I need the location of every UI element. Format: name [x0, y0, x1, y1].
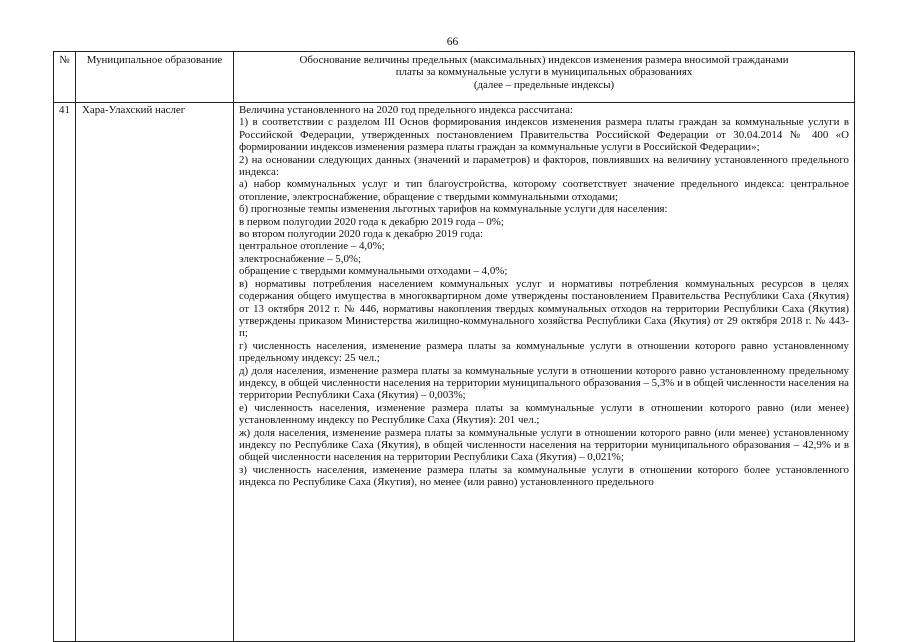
justification-paragraph: во втором полугодии 2020 года к декабрю 2019 года: — [239, 228, 484, 241]
justification-paragraph: 1) в соответствии с разделом III Основ формирования индексов изменения размера платы граждан за коммунальные услуги в Российской Федерации, утвержденных постановлением Правительства Российской Федерации от 30.04.2014 № 400 «О формировании индексов изменения размера платы граждан за коммунальные услуги в Российской Федерации»; — [239, 116, 849, 154]
row-number: 41 — [54, 103, 76, 642]
justification-paragraph: в) нормативы потребления населением коммунальных услуг и нормативы потребления коммунальных ресурсов в целях содержания общего имущества в многоквартирном доме утверждены постановлением Правительства Республики Саха (Якутия) от 13 октября 2012 г. № 446, нормативы накопления твердых коммунальных отходов на территории Республики Саха (Якутия) утверждены приказом Министерства жилищно-коммунального хозяйства Республики Саха (Якутия) от 29 октября 2018 г. № 443-п; — [239, 277, 849, 340]
header-justification — [234, 52, 855, 103]
row-municipality: Хара-Улахский наслег — [76, 103, 234, 642]
justification-table — [53, 51, 855, 642]
justification-paragraph: электроснабжение – 5,0%; — [239, 252, 362, 265]
table-header-row — [54, 52, 855, 103]
justification-paragraph: Величина установленного на 2020 год предельного индекса рассчитана: — [239, 104, 573, 116]
table-row — [54, 103, 855, 642]
header-municipality: Муниципальное образование — [76, 52, 234, 103]
justification-paragraph: е) численность населения, изменение размера платы за коммунальные услуги в отношении которого равно (или менее) установленному индексу по Республике Саха (Якутия): 201 чел.; — [239, 401, 849, 427]
justification-paragraph: б) прогнозные темпы изменения льготных тарифов на коммунальные услуги для населения: — [239, 203, 668, 216]
justification-paragraph: 2) на основании следующих данных (значений и параметров) и факторов, повлиявших на величину установленного предельного индекса: — [239, 153, 849, 179]
header-justification-line3: (далее – предельные индексы) — [473, 78, 615, 91]
justification-paragraph: д) доля населения, изменение размера платы за коммунальные услуги в отношении которого равно установленному предельному индексу, в общей численности населения на территории муниципального образования – 5,3% и в общей численности населения на территории Республики Саха (Якутия) – 0,003%; — [239, 364, 849, 402]
justification-paragraph: обращение с твердыми коммунальными отходами – 4,0%; — [239, 265, 508, 278]
header-justification-line2: платы за коммунальные услуги в муниципальных образованиях — [395, 66, 693, 79]
justification-paragraph: в первом полугодии 2020 года к декабрю 2019 года – 0%; — [239, 215, 504, 228]
header-number: № — [54, 52, 76, 103]
justification-paragraph: з) численность населения, изменение размера платы за коммунальные услуги в отношении которого более установленного индекса по Республике Саха (Якутия), но менее (или равно) установленного предельного — [239, 463, 849, 489]
justification-paragraph: г) численность населения, изменение размера платы за коммунальные услуги в отношении которого равно установленному предельному индексу: 25 чел.; — [239, 339, 849, 365]
justification-paragraph: а) набор коммунальных услуг и тип благоустройства, которому соответствует значение предельного индекса: центральное отопление, электроснабжение, обращение с твердыми коммунальными отходами; — [239, 178, 849, 203]
row-justification — [234, 103, 855, 642]
page-number: 66 — [446, 36, 459, 48]
justification-paragraph: ж) доля населения, изменение размера платы за коммунальные услуги в отношении которого равно (или менее) установленному индексу по Республике Саха (Якутия), в общей численности населения на территории муниципального образования – 42,9% и в общей численности населения на территории Республики Саха (Якутия) – 0,021%; — [239, 426, 849, 464]
header-justification-line1: Обоснование величины предельных (максимальных) индексов изменения размера вносимой гражданами — [299, 54, 789, 66]
justification-paragraph: центральное отопление – 4,0%; — [239, 240, 385, 253]
